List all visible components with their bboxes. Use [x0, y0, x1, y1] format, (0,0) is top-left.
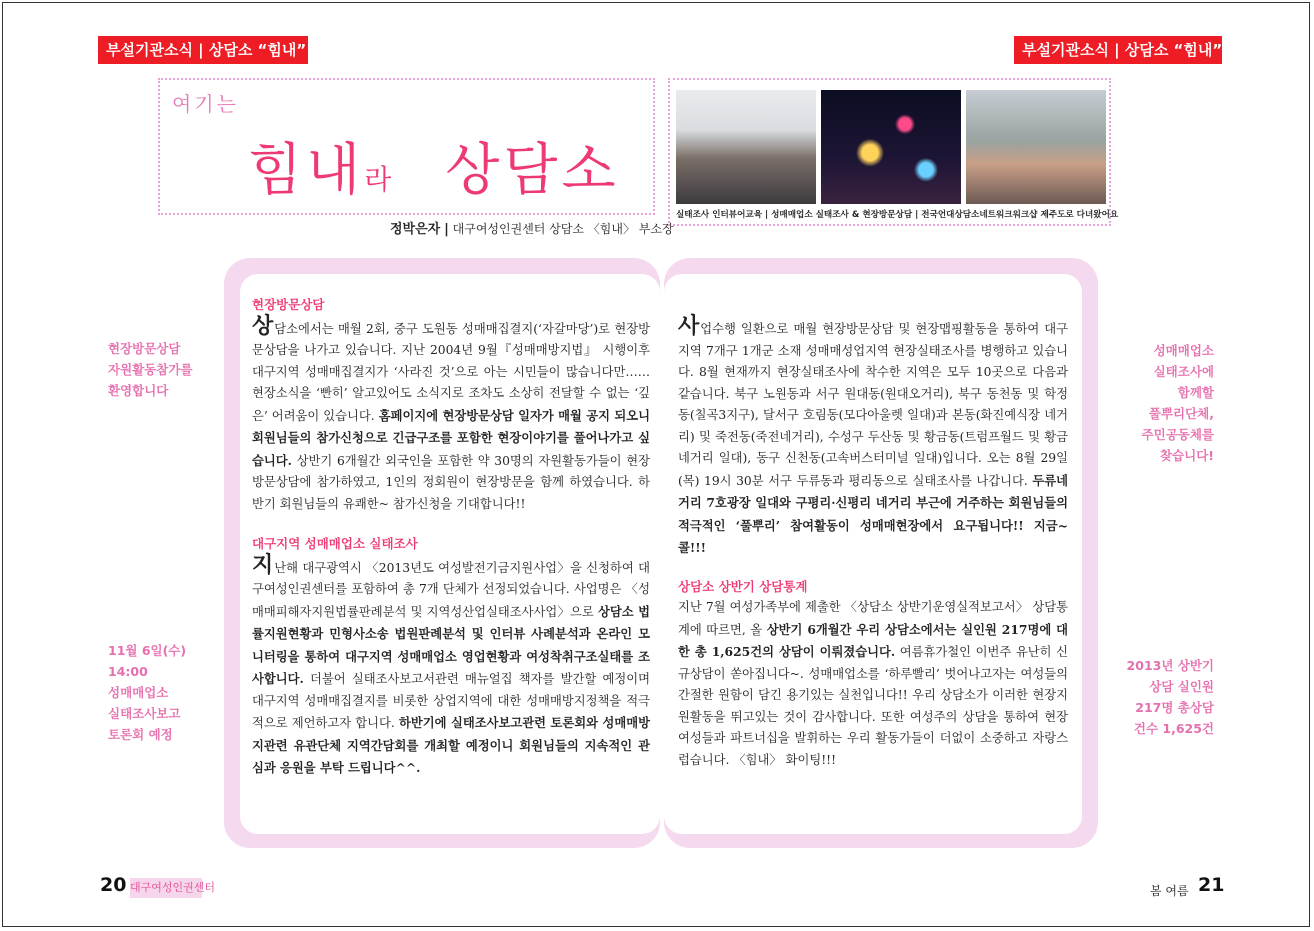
note-line: 건수 1,625건 — [1133, 721, 1214, 736]
text: 여름휴가철인 이번주 유난히 신규상담이 쏟아집니다~. 성매매업소를 ‘하루빨리’ 벗어나고자는 여성들의 간절한 원함이 담긴 용기있는 실천입니다!! 우리 상담소가 이러한 현장지원활동을 뛰고있는 것이 감사합니다. 또한 여성주의 상담을 통하여 현장여성들과 파트너십을 발휘하는 우리 활동가들이 더없이 소중하고 자랑스럽습니다. 〈힘내〉 화이팅!!! — [678, 645, 1068, 767]
bold-text: 하반기에 실태조사보고관련 토론회와 성매매방지관련 유관단체 지역간담회를 개최할 예정이니 회원님들의 지속적인 관심과 응원을 부탁 드립니다^^. — [252, 715, 650, 775]
note-line: 실태조사에 — [1153, 364, 1214, 379]
note-line: 토론회 예정 — [108, 727, 173, 742]
section-heading: 현장방문상담 — [252, 297, 325, 312]
page-title — [248, 126, 620, 206]
note-line: 환영합니다 — [108, 383, 169, 398]
sidebar-note-left-2 — [108, 640, 186, 745]
season-label: 봄 여름 — [1150, 884, 1189, 898]
drop-cap: 지 — [252, 552, 274, 578]
section-tag-left: 부설기관소식 | 상담소 “힘내” — [98, 36, 308, 64]
title-part2: 상담소 — [445, 138, 620, 203]
bold-text: 상반기 6개월간 우리 상담소에서는 실인원 217명에 대한 총 1,625건의 상담이 이뤄졌습니다. — [678, 621, 1068, 659]
bold-text: 홈페이지에 현장방문상담 일자가 매월 공지 되오니 회원님들의 참가신청으로 긴급구조를 포함한 현장이야기를 풀어나가고 싶습니다. — [252, 407, 650, 468]
author-name: 정박은자 — [390, 222, 441, 237]
sidebar-note-right-2 — [1096, 655, 1214, 739]
left-column — [252, 294, 650, 780]
photo-training — [676, 90, 816, 204]
photo-caption: 실태조사 인터뷰어교육 | 성매매업소 실태조사 & 현장방문상담 | 전국언대상담소네트워크워크샵 제주도로 다녀왔어요 — [676, 210, 1119, 220]
photo-night-street — [821, 90, 961, 204]
note-line: 풀뿌리단체, — [1148, 406, 1214, 421]
note-line: 실태조사보고 — [108, 706, 181, 721]
author-role: 대구여성인권센터 상담소 〈힘내〉 부소장 — [452, 222, 674, 236]
text: 상반기 6개월간 외국인을 포함한 약 30명의 자원활동가들이 현장방문상담에 참가하였고, 1인의 정회원이 현장방문을 함께 하였습니다. 하반기 회원님들의 유쾌한~ 참가신청을 기대합니다!! — [252, 453, 650, 511]
text: 담소에서는 매월 2회, 중구 도원동 성매매집결지(‘자갈마당’)로 현장방문상담을 나가고 있습니다. 지난 2004년 9월『성매매방지법』 시행이후 대구지역 성매매집결지가 ‘사라진 것’으로 아는 시민들이 많습니다만…… 현장소식을 ‘빤히’ 알고있어도 소식지로 조차도 소상히 전달할 수 없는 ‘깊은’ 어려움이 있습니다. — [252, 321, 650, 423]
center-logo: 대구여성인권센터 — [130, 878, 202, 898]
note-line: 찾습니다! — [1159, 448, 1214, 463]
photo-group-jeju — [966, 90, 1106, 204]
section-heading: 대구지역 성매매업소 실태조사 — [252, 536, 418, 551]
author-separator: | — [444, 222, 449, 237]
title-small: 라 — [364, 163, 396, 196]
page-number-right: 21 — [1198, 874, 1225, 896]
note-line: 2013년 상반기 — [1126, 658, 1214, 673]
section-tag-right: 부설기관소식 | 상담소 “힘내” — [1014, 36, 1222, 64]
note-line: 11월 6일(수) — [108, 643, 187, 658]
text: 난해 대구광역시 〈2013년도 여성발전기금지원사업〉을 신청하여 대구여성인권센터를 포함하여 총 7개 단체가 선정되었습니다. 사업명은 〈성매매피해자지원법률판례분석 및 지역성산업실태조사사업〉으로 — [252, 560, 650, 619]
note-line: 217명 총상담 — [1135, 700, 1214, 715]
note-line: 상담 실인원 — [1149, 679, 1214, 694]
page-number-left: 20 — [100, 874, 127, 896]
paragraph — [678, 597, 1068, 771]
bold-text: 두류네거리 7호광장 일대와 구평리·신평리 네거리 부근에 거주하는 회원님들의 적극적인 ‘풀뿌리’ 참여활동이 성매매현장에서 요구됩니다!! 지금~ 콜!!! — [678, 472, 1068, 555]
note-line: 현장방문상담 — [108, 341, 181, 356]
note-line: 성매매업소 — [108, 685, 169, 700]
note-line: 주민공동체를 — [1141, 427, 1214, 442]
note-line: 14:00 — [108, 664, 148, 679]
title-subtitle: 여기는 — [172, 92, 239, 116]
section-heading: 상담소 상반기 상담통계 — [678, 578, 808, 594]
paragraph — [252, 552, 650, 780]
note-line: 자원활동참가를 — [108, 362, 193, 377]
byline — [390, 218, 674, 237]
sidebar-note-left-1 — [108, 338, 193, 401]
text: 지난 7월 여성가족부에 제출한 〈상담소 상반기운영실적보고서〉 상담통계에 따르면, 올 — [678, 600, 1068, 637]
title-part1: 힘내 — [248, 138, 365, 203]
drop-cap: 사 — [678, 314, 700, 339]
note-line: 성매매업소 — [1153, 343, 1214, 358]
text: 업수행 일환으로 매월 현장방문상담 및 현장맵핑활동을 통하여 대구지역 7개구 1개군 소재 성매매성업지역 현장실태조사를 병행하고 있습니다. 8월 현재까지 현장실태조사에 착수한 지역은 모두 10곳으로 다음과 같습니다. 북구 노원동과 서구 원대동(원대오거리), 북구 동천동 및 학정동(칠곡3지구), 달서구 호림동(모다아울렛 일대)과 본동(화진예식장 네거리) 및 죽전동(죽전네거리), 수성구 두산동 및 황금동(트럼프월드 및 황금네거리 일대), 동구 신천동(고속버스터미널 일대)입니다. 오는 8월 29일(목) 19시 30분 서구 두류동과 평리동으로 실태조사를 나갑니다. — [678, 322, 1068, 488]
drop-cap: 상 — [252, 313, 274, 339]
paragraph — [678, 316, 1068, 560]
paragraph — [252, 313, 650, 516]
sidebar-note-right-1 — [1096, 340, 1214, 466]
right-column — [678, 316, 1068, 771]
note-line: 함께할 — [1177, 385, 1214, 400]
text: 더불어 실태조사보고서관련 매뉴얼집 책자를 발간할 예정이며 대구지역 성매매집결지를 비롯한 상업지역에 대한 성매매방지정책을 적극적으로 제언하고자 합니다. — [252, 672, 650, 730]
bold-text: 상담소 법률지원현황과 민형사소송 법원판례분석 및 인터뷰 사례분석과 온라인 모니터링을 통하여 대구지역 성매매업소 영업현황과 여성착취구조실태를 조사합니다. — [252, 603, 650, 686]
